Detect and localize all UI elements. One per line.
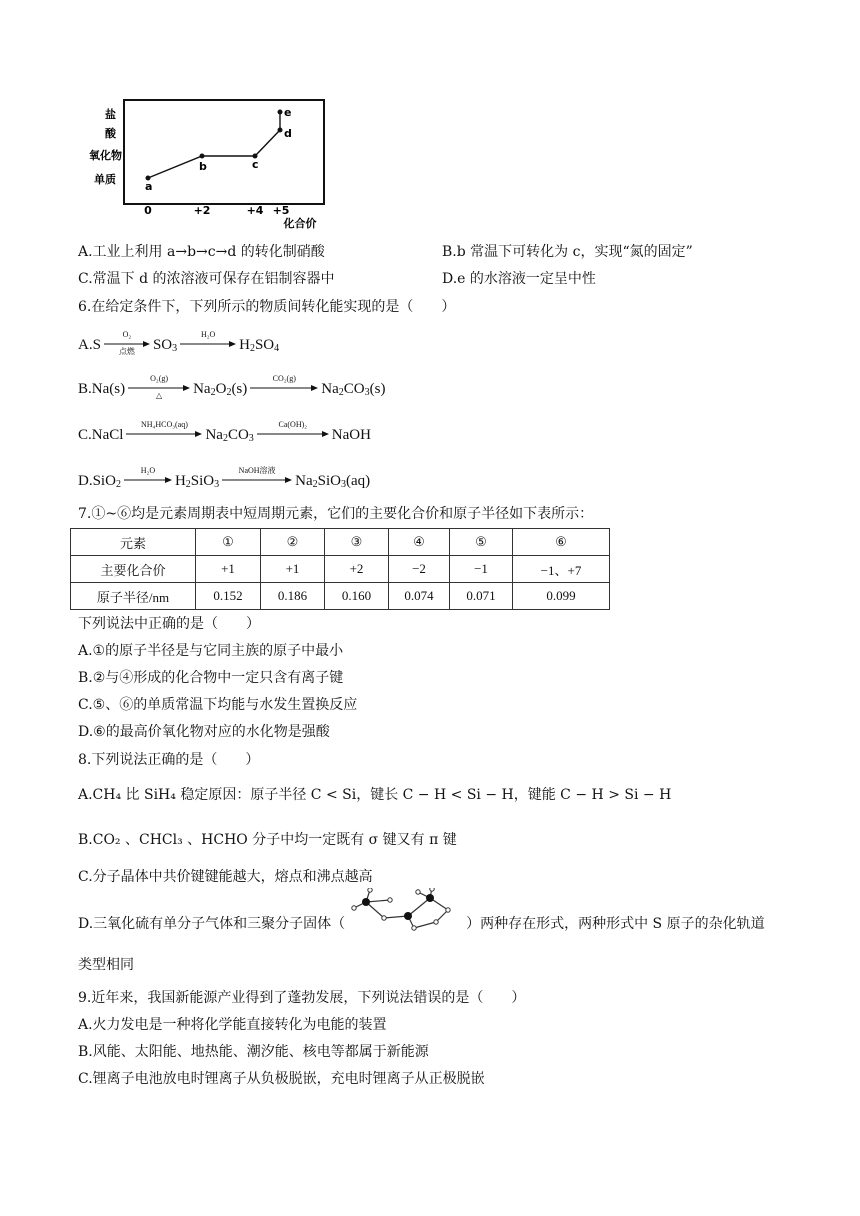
q6-option-c: C. NaCl NH₄HCO₃(aq) Na $_2$ CO $_3$ Ca(OH)₂ NaOH <box>78 420 371 444</box>
point-label-d: d <box>284 127 292 140</box>
table-cell: 0.099 <box>513 583 610 610</box>
q7-stem: 7.①~⑥均是元素周期表中短周期元素，它们的主要化合价和原子半径如下表所示： <box>78 506 594 522</box>
table-cell: ③ <box>325 529 389 556</box>
q8-stem: 8.下列说法正确的是（ ） <box>78 752 260 768</box>
q7-option-a: A.①的原子半径是与它同主族的原子中最小 <box>78 643 344 659</box>
q9-option-c: C.锂离子电池放电时锂离子从负极脱嵌，充电时锂离子从正极脱嵌 <box>78 1071 485 1087</box>
table-row <box>71 583 610 610</box>
q7-option-c: C.⑤、⑥的单质常温下均能与水发生置换反应 <box>78 697 358 713</box>
table-cell: ④ <box>389 529 450 556</box>
table-cell: +1 <box>261 556 325 583</box>
table-cell: ① <box>196 529 261 556</box>
table-cell: +1 <box>196 556 261 583</box>
table-cell: 0.160 <box>325 583 389 610</box>
point-label-a: a <box>145 180 153 193</box>
table-cell: 0.152 <box>196 583 261 610</box>
table-cell: −1 <box>450 556 513 583</box>
point-label-b: b <box>199 160 207 173</box>
q9-option-a: A.火力发电是一种将化学能直接转化为电能的装置 <box>78 1017 387 1033</box>
table-cell: 0.074 <box>389 583 450 610</box>
table-cell: ⑤ <box>450 529 513 556</box>
table-cell: −2 <box>389 556 450 583</box>
y-label-acid: 酸 <box>105 127 116 140</box>
table-cell: 原子半径/nm <box>71 583 196 610</box>
q5-option-b: B.b 常温下可转化为 c，实现“氮的固定” <box>442 244 693 260</box>
q6-option-b: B. Na(s) O₂(g) △ Na $_2$ O $_2$ (s) CO₂(g) Na $_2$ CO $_3$ (s) <box>78 374 386 400</box>
table-header-row <box>71 529 610 556</box>
q6-option-d: D. SiO $_2$ H₂O H $_2$ SiO $_3$ NaOH溶液 Na $_2$ SiO $_3$ (aq) <box>78 466 371 490</box>
table-cell: −1、+7 <box>513 556 610 583</box>
table-cell: 0.186 <box>261 583 325 610</box>
q6-stem: 6.在给定条件下，下列所示的物质间转化能实现的是（ ） <box>78 299 456 315</box>
point-label-e: e <box>284 106 292 119</box>
q7-question: 下列说法中正确的是（ ） <box>78 616 260 632</box>
q8-option-a: A.CH₄ 比 SiH₄ 稳定原因：原子半径 C < Si，键长 C − H < Si − H，键能 C − H > Si − H <box>78 787 672 803</box>
q7-option-d: D.⑥的最高价氧化物对应的水化物是强酸 <box>78 724 330 740</box>
x-tick-2: +2 <box>193 204 211 217</box>
table-cell: +2 <box>325 556 389 583</box>
q5-option-a: A.工业上利用 a→b→c→d 的转化制硝酸 <box>78 244 325 260</box>
q5-option-c: C.常温下 d 的浓溶液可保存在铝制容器中 <box>78 271 335 287</box>
point-e <box>278 110 283 115</box>
q6-option-a: A. S O₂ 点燃 SO $_3$ H₂O H $_2$ SO $_4$ <box>78 330 280 356</box>
table-cell: ⑥ <box>513 529 610 556</box>
valence-graph <box>70 98 330 233</box>
table-row <box>71 556 610 583</box>
x-tick-4: +4 <box>246 204 264 217</box>
y-label-oxide: 氧化物 <box>89 149 122 162</box>
table-cell: 主要化合价 <box>71 556 196 583</box>
q7-option-b: B.②与④形成的化合物中一定只含有离子键 <box>78 670 344 686</box>
q8-option-c: C.分子晶体中共价键键能越大，熔点和沸点越高 <box>78 869 373 885</box>
so3-trimer-molecule <box>350 888 462 936</box>
q8-option-b: B.CO₂ 、CHCl₃ 、HCHO 分子中均一定既有 σ 键又有 π 键 <box>78 832 457 848</box>
y-label-salt: 盐 <box>105 108 116 121</box>
point-d <box>278 128 283 133</box>
table-cell: 0.071 <box>450 583 513 610</box>
x-tick-0: 0 <box>144 204 152 217</box>
q8-option-d-continued: 类型相同 <box>78 957 134 973</box>
q8-option-d: D.三氧化硫有单分子气体和三聚分子固体（ ）两种存在形式，两种形式中 S 原子的杂化轨道 <box>78 912 765 936</box>
y-label-element: 单质 <box>94 173 116 186</box>
x-tick-5: +5 <box>272 204 290 217</box>
point-b <box>200 154 205 159</box>
table-cell: 元素 <box>71 529 196 556</box>
x-axis-label: 化合价 <box>283 217 317 230</box>
point-label-c: c <box>252 158 259 171</box>
element-table <box>70 528 610 610</box>
q5-option-d: D.e 的水溶液一定呈中性 <box>442 271 596 287</box>
q9-stem: 9.近年来，我国新能源产业得到了蓬勃发展，下列说法错误的是（ ） <box>78 990 526 1006</box>
table-cell: ② <box>261 529 325 556</box>
q9-option-b: B.风能、太阳能、地热能、潮汐能、核电等都属于新能源 <box>78 1044 429 1060</box>
